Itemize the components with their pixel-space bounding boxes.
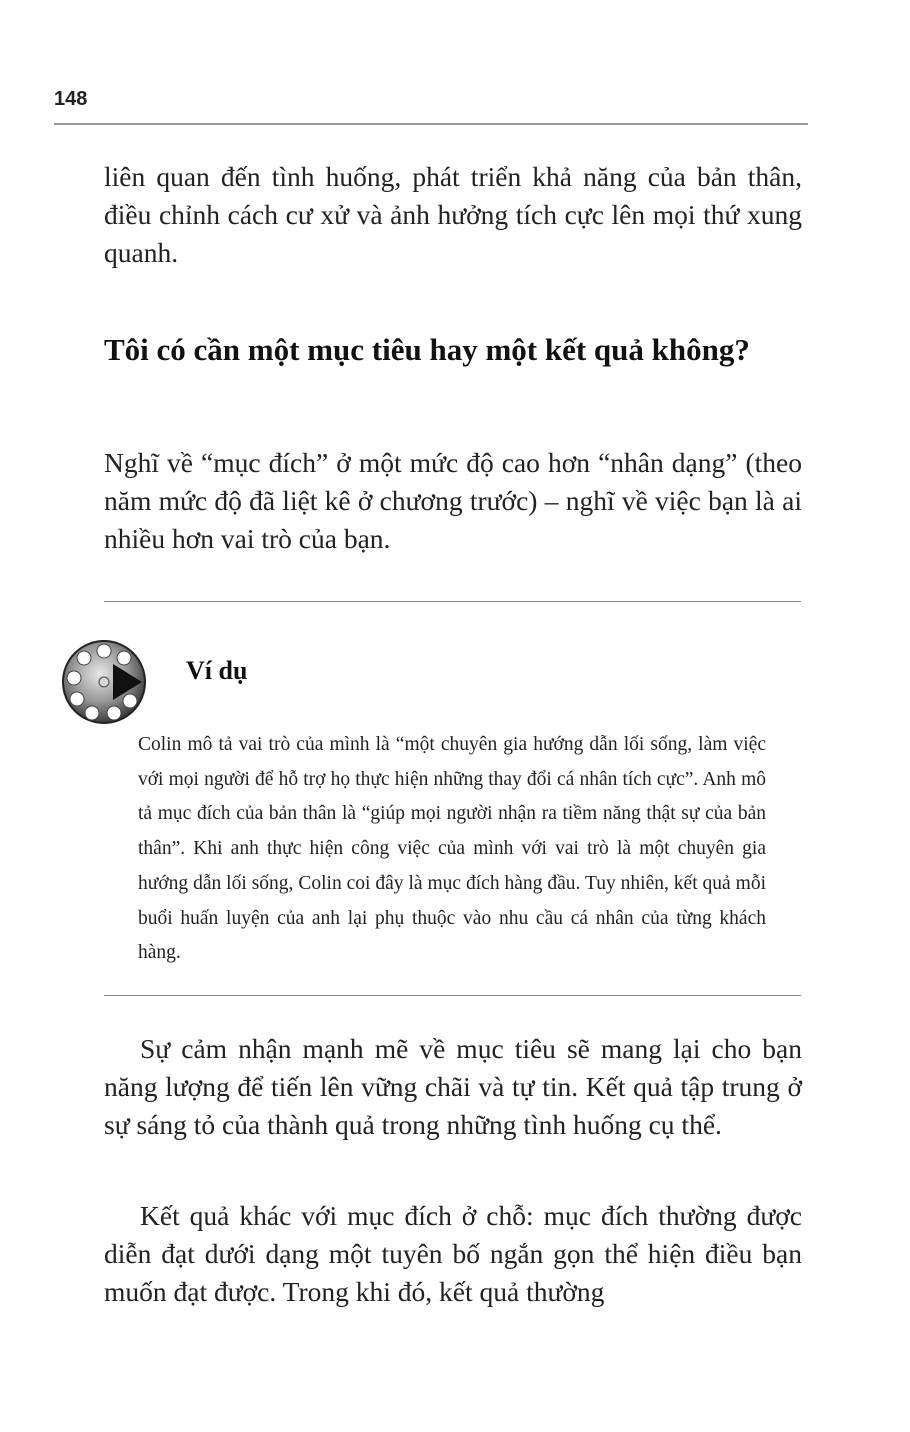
goal-paragraph: Sự cảm nhận mạnh mẽ về mục tiêu sẽ mang lại cho bạn năng lượng để tiến lên vững chãi và tự tin. Kết quả tập trung ở sự sáng tỏ của thành quả trong những tình huống cụ thể.: [104, 1033, 802, 1140]
header-divider: [54, 123, 808, 125]
example-top-divider: [104, 601, 801, 602]
section-heading: Tôi có cần một mục tiêu hay một kết quả không?: [104, 332, 750, 367]
page-number: 148: [54, 88, 88, 110]
difference-paragraph: Kết quả khác với mục đích ở chỗ: mục đích thường được diễn đạt dưới dạng một tuyên bố ngắn gọn thể hiện điều bạn muốn đạt được. Trong khi đó, kết quả thường: [104, 1200, 802, 1307]
purpose-paragraph: Nghĩ về “mục đích” ở một mức độ cao hơn “nhân dạng” (theo năm mức độ đã liệt kê ở chương trước) – nghĩ về việc bạn là ai nhiều hơn vai trò của bạn.: [104, 447, 802, 554]
example-text: Colin mô tả vai trò của mình là “một chuyên gia hướng dẫn lối sống, làm việc với mọi người để hỗ trợ họ thực hiện những thay đổi cá nhân tích cực”. Anh mô tả mục đích của bản thân là “giúp mọi người nhận ra tiềm năng thật sự của bản thân”. Khi anh thực hiện công việc của mình với vai trò là một chuyên gia hướng dẫn lối sống, Colin coi đây là mục đích hàng đầu. Tuy nhiên, kết quả mỗi buổi huấn luyện của anh lại phụ thuộc vào nhu cầu cá nhân của từng khách hàng.: [138, 734, 766, 964]
example-bottom-divider: [104, 995, 801, 996]
intro-paragraph: liên quan đến tình huống, phát triển khả năng của bản thân, điều chỉnh cách cư xử và ảnh hưởng tích cực lên mọi thứ xung quanh.: [104, 161, 802, 268]
film-reel-play-icon: [60, 638, 150, 728]
example-title: Ví dụ: [186, 656, 248, 685]
